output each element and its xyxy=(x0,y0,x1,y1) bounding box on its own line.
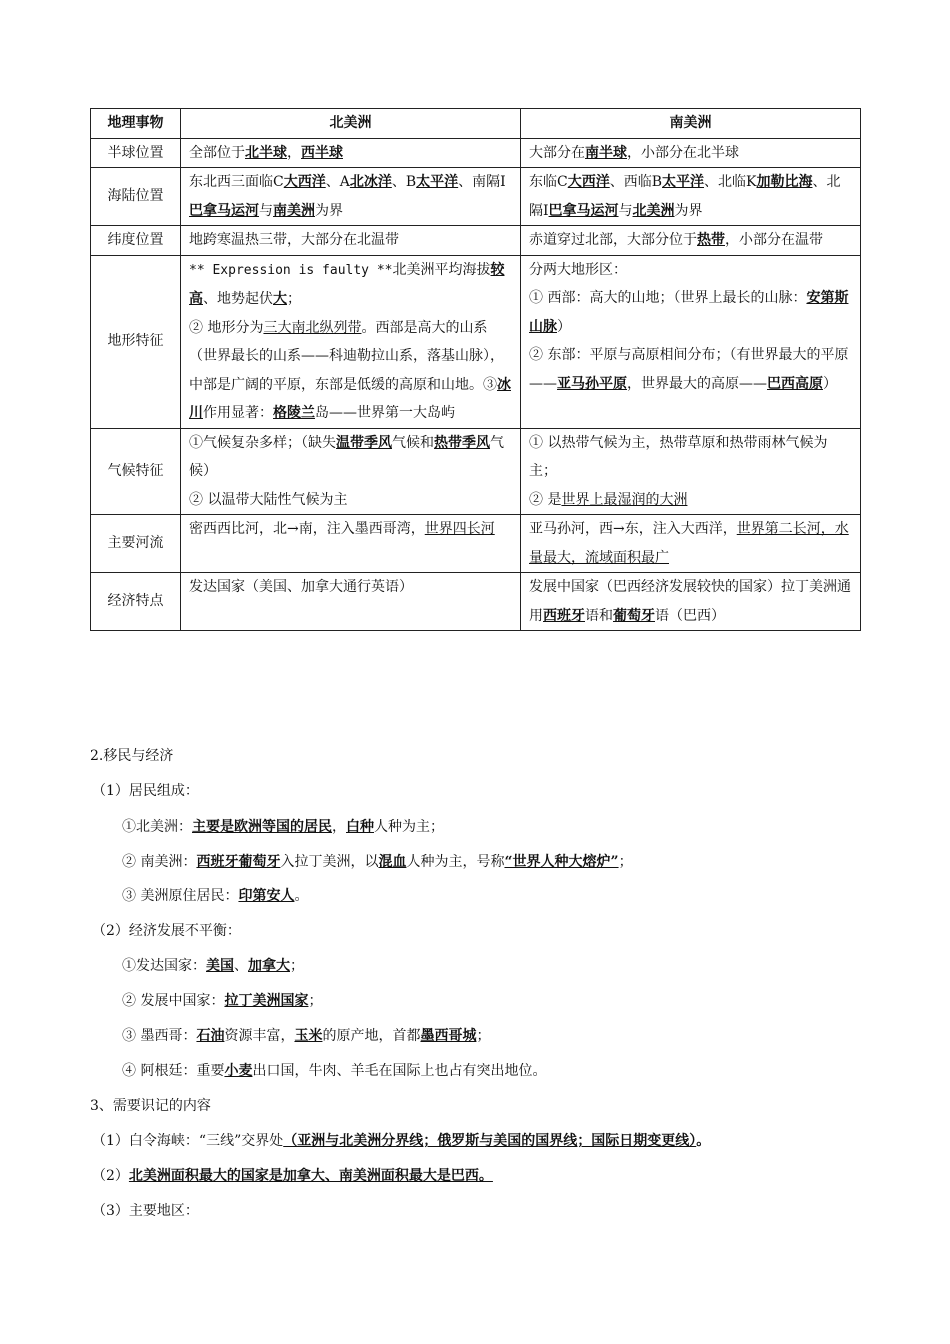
comparison-table xyxy=(90,108,861,631)
cell-sa-terrain: 分两大地形区： ① 西部：高大的山地；（世界上最长的山脉：安第斯山脉） ② 东部：平原与高原相间分布；（有世界最大的平原——亚马孙平原，世界最大的高原——巴西高原） xyxy=(521,255,861,428)
header-south-america: 南美洲 xyxy=(521,109,861,139)
section3-p1: （1）白令海峡：“三线”交界处（亚洲与北美洲分界线；俄罗斯与美国的国界线；国际日期变更线）。 xyxy=(92,1133,711,1149)
header-north-america: 北美洲 xyxy=(181,109,521,139)
cell-sa-climate: ① 以热带气候为主，热带草原和热带雨林气候为主； ② 是世界上最湿润的大洲 xyxy=(521,428,861,515)
section2-sub1: （1）居民组成： xyxy=(92,783,199,799)
cell-sa-sea-land: 东临C大西洋、西临B太平洋、北临K加勒比海、北隔I巴拿马运河与北美洲为界 xyxy=(521,168,861,226)
row-label: 地形特征 xyxy=(91,255,181,428)
cell-na-terrain: ** Expression is faulty **北美洲平均海拔较高、地势起伏大； ② 地形分为三大南北纵列带。西部是高大的山系（世界最长的山系——科迪勒拉山系，落基山脉），中部是广阔的平原，东部是低缓的高原和山地。③冰川作用显著：格陵兰岛——世界第一大岛屿 xyxy=(181,255,521,428)
row-terrain xyxy=(91,255,861,428)
cell-sa-rivers: 亚马孙河，西→东，注入大西洋，世界第二长河，水量最大，流域面积最广 xyxy=(521,515,861,573)
cell-na-sea-land: 东北西三面临C大西洋、A北冰洋、B太平洋、南隔I巴拿马运河与南美洲为界 xyxy=(181,168,521,226)
cell-na-economy: 发达国家（美国、加拿大通行英语） xyxy=(181,573,521,631)
expression-error: ** Expression is faulty ** xyxy=(189,262,393,278)
section3-title: 3、需要识记的内容 xyxy=(90,1098,211,1114)
section2-p2: ② 南美洲：西班牙葡萄牙入拉丁美洲，以混血人种为主，号称“世界人种大熔炉”； xyxy=(122,854,633,870)
section2-p3: ③ 美洲原住居民：印第安人。 xyxy=(122,888,309,904)
section2-p6: ③ 墨西哥：石油资源丰富，玉米的原产地，首都墨西哥城； xyxy=(122,1028,491,1044)
cell-sa-economy: 发展中国家（巴西经济发展较快的国家）拉丁美洲通用西班牙语和葡萄牙语（巴西） xyxy=(521,573,861,631)
header-feature: 地理事物 xyxy=(91,109,181,139)
row-label: 半球位置 xyxy=(91,138,181,168)
section2-p5: ② 发展中国家：拉丁美洲国家； xyxy=(122,993,323,1009)
section3-p3: （3）主要地区： xyxy=(92,1203,199,1219)
section2-p7: ④ 阿根廷：重要小麦出口国，牛肉、羊毛在国际上也占有突出地位。 xyxy=(122,1063,547,1079)
row-label: 海陆位置 xyxy=(91,168,181,226)
cell-na-climate: ①气候复杂多样；（缺失温带季风气候和热带季风气候） ② 以温带大陆性气候为主 xyxy=(181,428,521,515)
row-climate xyxy=(91,428,861,515)
row-label: 纬度位置 xyxy=(91,226,181,256)
section2-title: 2.移民与经济 xyxy=(90,748,174,764)
row-label: 主要河流 xyxy=(91,515,181,573)
row-hemisphere xyxy=(91,138,861,168)
row-latitude xyxy=(91,226,861,256)
cell-na-latitude: 地跨寒温热三带，大部分在北温带 xyxy=(181,226,521,256)
row-label: 气候特征 xyxy=(91,428,181,515)
row-sea-land xyxy=(91,168,861,226)
cell-sa-hemisphere: 大部分在南半球，小部分在北半球 xyxy=(521,138,861,168)
cell-na-hemisphere: 全部位于北半球，西半球 xyxy=(181,138,521,168)
row-rivers xyxy=(91,515,861,573)
cell-na-rivers: 密西西比河，北→南，注入墨西哥湾，世界四长河 xyxy=(181,515,521,573)
section3-p2: （2）北美洲面积最大的国家是加拿大、南美洲面积最大是巴西。 xyxy=(92,1168,493,1184)
section2-p4: ①发达国家：美国、加拿大； xyxy=(122,958,304,974)
table-header-row xyxy=(91,109,861,139)
cell-sa-latitude: 赤道穿过北部，大部分位于热带，小部分在温带 xyxy=(521,226,861,256)
row-label: 经济特点 xyxy=(91,573,181,631)
section2-p1: ①北美洲：主要是欧洲等国的居民，白种人种为主； xyxy=(122,819,444,835)
row-economy xyxy=(91,573,861,631)
section2-sub2: （2）经济发展不平衡： xyxy=(92,923,241,939)
